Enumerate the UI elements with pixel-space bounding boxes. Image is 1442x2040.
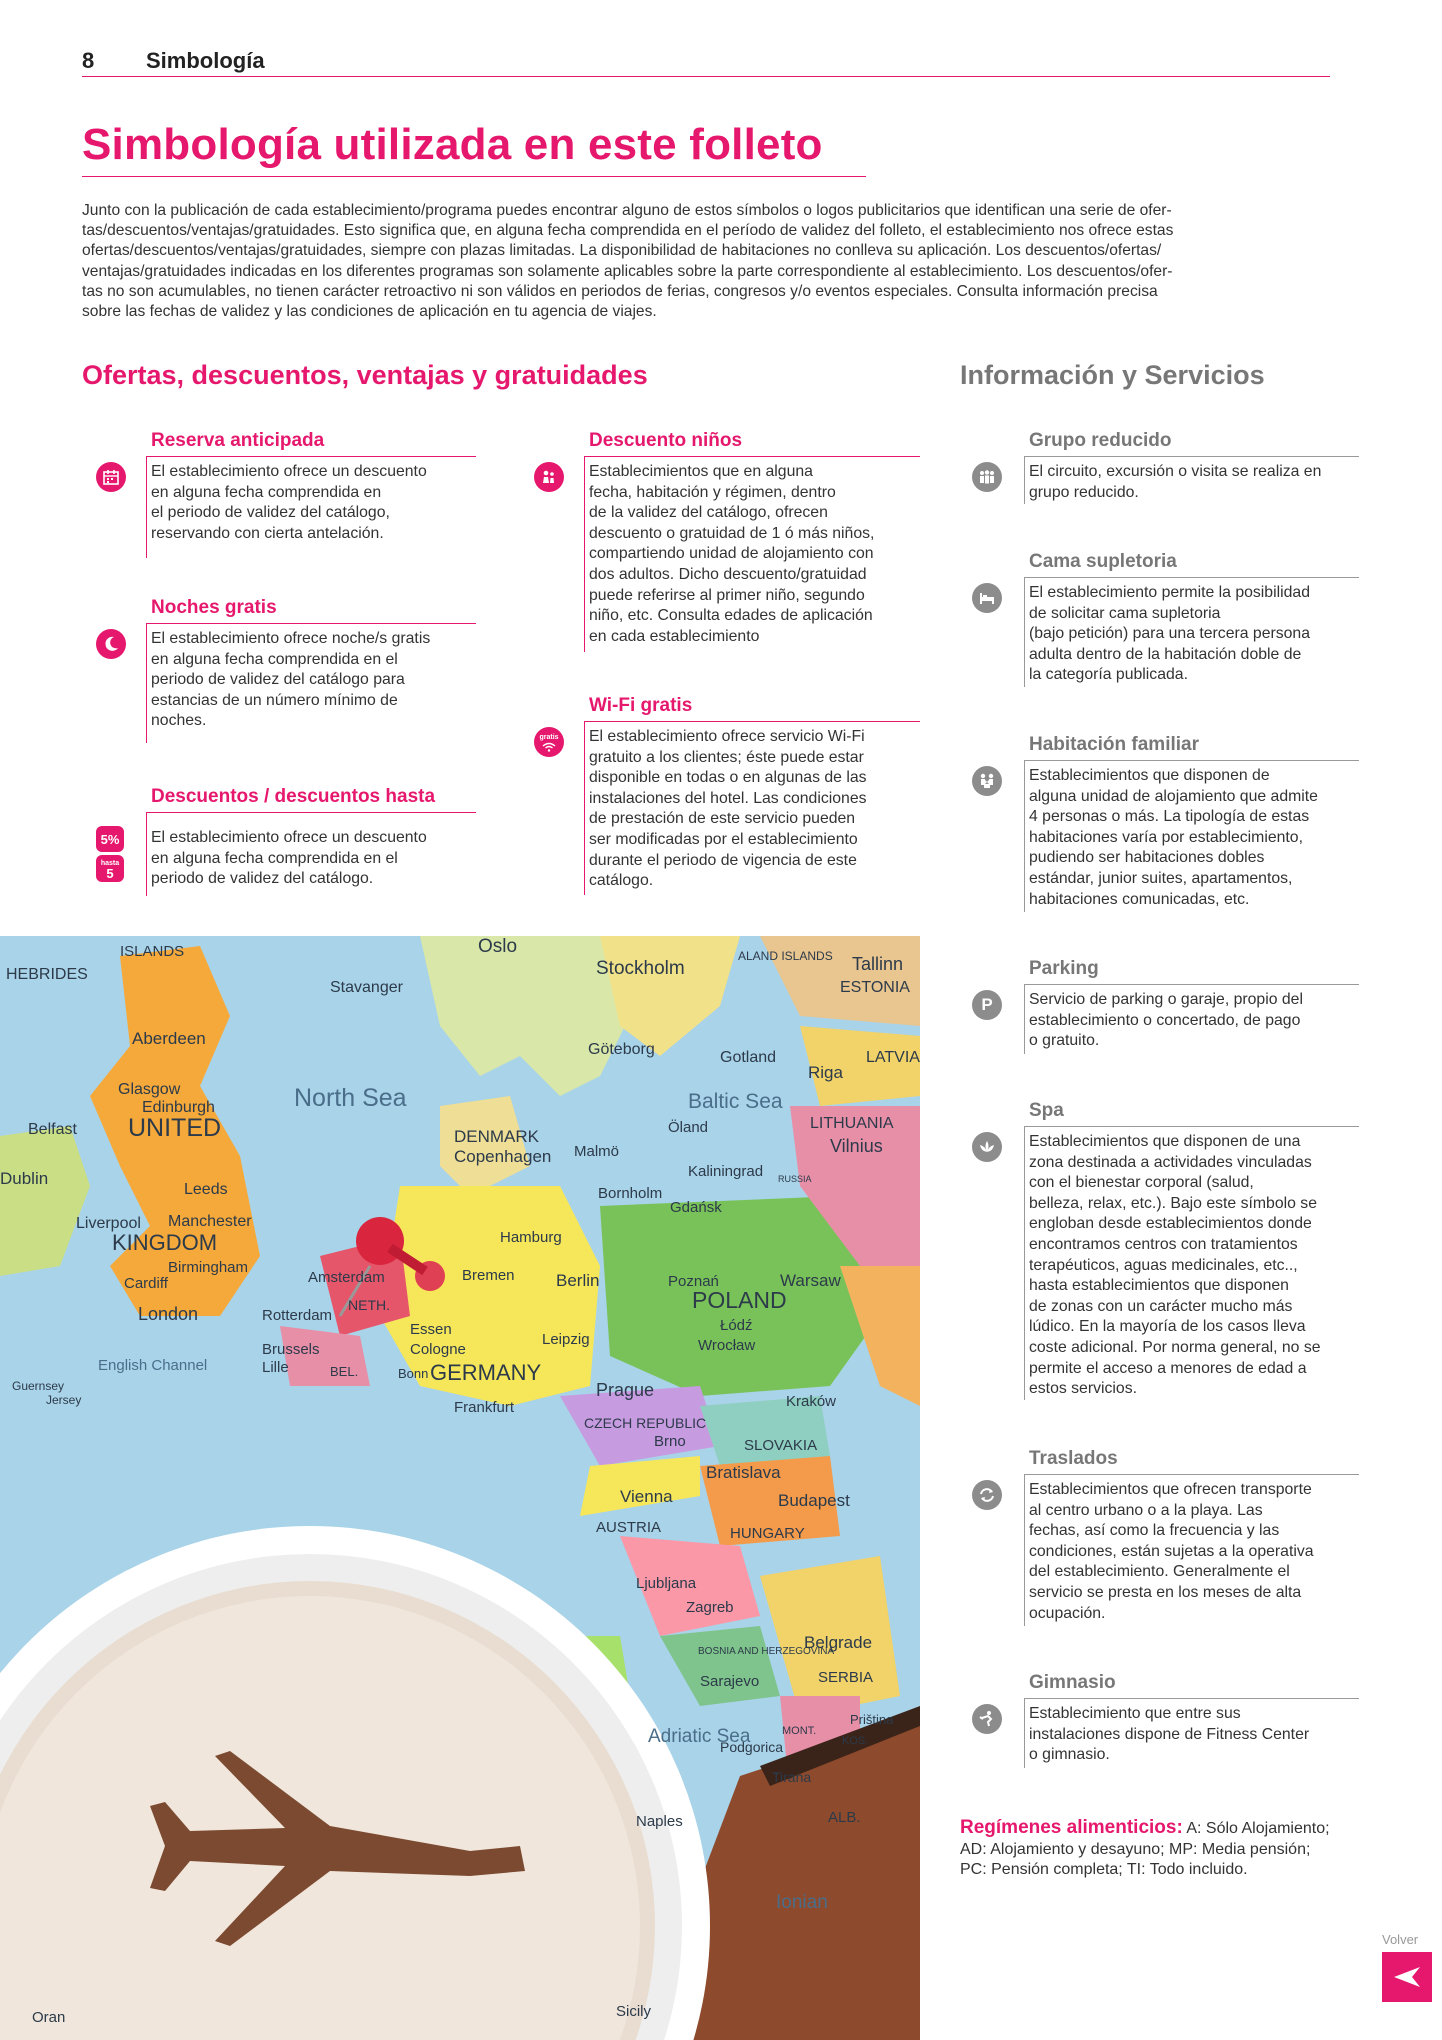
map-label: Brussels [262, 1341, 320, 1358]
arrow-left-icon [1392, 1965, 1422, 1989]
desc-line: El establecimiento ofrece noche/s gratis [151, 630, 431, 647]
service-bar [1024, 456, 1025, 504]
map-label: Bremen [462, 1267, 515, 1284]
desc-line: disponible en todas o en algunas de las [589, 769, 867, 787]
moon-icon [96, 629, 126, 659]
desc-line: de solicitar cama supletoria [1029, 604, 1221, 622]
intro-line: tas/descuentos/ventajas/gratuidades. Esto significa que, en alguna fecha comprendida en el período de validez del folleto, el establecimiento nos ofrece estas [82, 222, 1174, 240]
service-title: Spa [1029, 1100, 1064, 1121]
map-label: Oran [32, 2009, 66, 2026]
volver-label: Volver [1382, 1932, 1419, 1947]
transfer-icon [972, 1480, 1002, 1510]
map-label: Łódź [720, 1317, 753, 1334]
map-label: Budapest [778, 1491, 850, 1510]
regimen-line [960, 1818, 1360, 1840]
map-label: Ionian [776, 1892, 828, 1913]
offer-title: Descuentos / descuentos hasta [151, 786, 436, 807]
service-description [1029, 462, 1369, 503]
map-label: Ljubljana [636, 1575, 697, 1592]
intro-line: ofertas/descuentos/ventajas/gratuidades, siempre con plazas limitadas. La disponibilidad de habitaciones no conlleva su aplicación. Los descuentos/ofertas/ [82, 242, 1162, 260]
map-label: Naples [636, 1813, 683, 1830]
map-label: Glasgow [118, 1081, 181, 1098]
map-label: Podgorica [720, 1739, 784, 1755]
desc-line: Establecimientos que disponen de [1029, 767, 1270, 784]
map-label: KINGDOM [112, 1230, 218, 1255]
map-label: Prague [596, 1380, 655, 1400]
service-bar [1024, 984, 1025, 1054]
map-label: UNITED [128, 1114, 222, 1142]
map-label: BEL. [330, 1364, 359, 1379]
desc-line: fecha, habitación y régimen, dentro [589, 483, 836, 501]
info-section-title: Información y Servicios [960, 360, 1265, 390]
offer-title: Noches gratis [151, 597, 277, 618]
offer-divider [146, 812, 476, 813]
offer-description [151, 629, 481, 732]
lotus-icon [972, 1132, 1002, 1162]
desc-line: en cada establecimiento [589, 627, 760, 645]
map-label: Stockholm [596, 958, 685, 979]
discount-hasta-label: hasta [100, 859, 120, 867]
header-section-title: Simbología [146, 48, 265, 73]
service-divider [1024, 760, 1359, 761]
desc-line: con el bienestar corporal (salud, [1029, 1174, 1254, 1192]
offer-reserva-anticipada [96, 430, 486, 560]
map-label: Manchester [168, 1213, 252, 1230]
desc-line: dos adultos. Dicho descuento/gratuidad [589, 565, 867, 583]
desc-line: condiciones, están sujetas a la operativa [1029, 1542, 1314, 1560]
desc-line: Establecimientos que en alguna [589, 463, 813, 480]
desc-line: o gratuito. [1029, 1032, 1100, 1050]
desc-line: Establecimientos que disponen de una [1029, 1133, 1301, 1150]
offer-title: Descuento niños [589, 430, 743, 451]
service-spa [972, 1100, 1362, 1400]
map-label: English Channel [98, 1357, 208, 1374]
desc-line: hasta establecimientos que disponen [1029, 1277, 1289, 1295]
map-label: ESTONIA [840, 979, 910, 996]
page-number: 8 [82, 48, 95, 73]
intro-line: ventajas/gratuidades indicadas en los diferentes programas son solamente aplicables sobre la parte correspondiente al establecimiento. Los descuentos/ofer- [82, 262, 1173, 280]
desc-line: Establecimientos que ofrecen transporte [1029, 1481, 1312, 1498]
intro-line: Junto con la publicación de cada establecimiento/programa puedes encontrar alguno de estos símbolos o logos publicitarios que identifican una serie de ofer- [82, 202, 1172, 219]
service-bar [1024, 1126, 1025, 1400]
service-title: Gimnasio [1029, 1672, 1116, 1693]
desc-line: de zonas con un carácter mucho más [1029, 1297, 1293, 1315]
offers-section-title: Ofertas, descuentos, ventajas y gratuidades [82, 360, 648, 390]
desc-line: noches. [151, 712, 207, 730]
map-label: Stavanger [330, 979, 403, 996]
map-label: SLOVAKIA [744, 1437, 818, 1454]
desc-line: catálogo. [589, 872, 654, 890]
map-label: Liverpool [76, 1215, 141, 1232]
map-label: LATVIA [866, 1049, 920, 1066]
map-label: BOSNIA AND HERZEGOVINA [698, 1646, 835, 1657]
regimen-note [960, 1818, 1360, 1881]
service-description [1029, 1704, 1369, 1766]
offer-descuento-ninos [534, 430, 924, 660]
desc-line: ser modificadas por el establecimiento [589, 830, 858, 848]
desc-line: Establecimiento que entre sus [1029, 1705, 1241, 1722]
desc-line: servicio se presta en los meses de alta [1029, 1583, 1302, 1601]
desc-line: instalaciones dispone de Fitness Center [1029, 1725, 1310, 1743]
map-label: Birmingham [168, 1259, 249, 1276]
percent-discount-icon [96, 826, 126, 882]
map-label: Copenhagen [454, 1147, 552, 1166]
desc-line: puede referirse al primer niño, segundo [589, 586, 865, 604]
map-label: GERMANY [430, 1360, 542, 1385]
offer-description [589, 462, 925, 647]
offer-title: Reserva anticipada [151, 430, 325, 451]
desc-line: terapéuticos, aguas medicinales, etc.., [1029, 1256, 1298, 1274]
desc-line: El establecimiento ofrece un descuento [151, 463, 427, 480]
service-divider [1024, 577, 1359, 578]
offer-description [589, 727, 925, 892]
map-label: POLAND [692, 1287, 787, 1313]
intro-line: tas no son acumulables, no tienen carácter retroactivo ni son válidos en periodos de ferias, congresos y/o eventos especiales. Consulta información precisa [82, 282, 1158, 300]
desc-line: estancias de un número mínimo de [151, 691, 398, 709]
header-divider [82, 76, 1330, 77]
service-grupo-reducido [972, 430, 1362, 510]
regimen-label: Regímenes alimenticios: [960, 1817, 1183, 1838]
map-label: Adriatic Sea [648, 1726, 751, 1747]
back-button[interactable] [1382, 1952, 1432, 2002]
map-label: Vienna [620, 1487, 673, 1506]
map-coffee-photo [0, 936, 920, 2040]
discount-value: 5 [106, 865, 114, 881]
desc-line: de la validez del catálogo, ofrecen [589, 504, 828, 522]
desc-line: fechas, así como la frecuencia y las [1029, 1522, 1280, 1540]
wifi-gratis-label: gratis [539, 733, 559, 741]
offer-description [151, 828, 481, 890]
service-title: Traslados [1029, 1448, 1118, 1469]
parking-letter: P [981, 995, 993, 1014]
title-divider [82, 176, 866, 177]
service-divider [1024, 456, 1359, 457]
bed-icon [972, 583, 1002, 613]
service-bar [1024, 1698, 1025, 1768]
desc-line: instalaciones del hotel. Las condiciones [589, 789, 867, 807]
offer-divider [146, 456, 476, 457]
desc-line: coste adicional. Por norma general, no se [1029, 1338, 1321, 1356]
map-label: Tirana [772, 1769, 812, 1785]
desc-line: 4 personas o más. La tipología de estas [1029, 808, 1310, 826]
offer-bar [584, 456, 585, 652]
family-icon [972, 766, 1002, 796]
map-label: NETH. [348, 1297, 390, 1313]
map-label: RUSSIA [778, 1174, 812, 1184]
offer-description [151, 462, 481, 544]
service-title: Cama supletoria [1029, 551, 1177, 572]
service-divider [1024, 984, 1359, 985]
map-label: CZECH REPUBLIC [584, 1415, 707, 1431]
offer-bar [584, 721, 585, 895]
map-label: Leipzig [542, 1331, 590, 1348]
map-label: AUSTRIA [596, 1519, 662, 1536]
intro-line: sobre las fechas de validez y las condiciones de aplicación en tu agencia de viajes. [82, 303, 657, 321]
desc-line: del establecimiento. Generalmente el [1029, 1563, 1290, 1581]
map-label: Dublin [0, 1169, 49, 1188]
desc-line: en alguna fecha comprendida en [151, 483, 382, 501]
map-label: Berlin [556, 1271, 600, 1290]
map-label: ALAND ISLANDS [738, 949, 833, 963]
service-cama-supletoria [972, 551, 1362, 691]
map-label: Amsterdam [308, 1269, 385, 1286]
desc-line: establecimiento o concertado, de pago [1029, 1011, 1301, 1029]
desc-line: El circuito, excursión o visita se realiza en [1029, 463, 1322, 480]
map-label: North Sea [294, 1084, 407, 1112]
map-label: Belgrade [804, 1633, 873, 1652]
map-illustration [0, 936, 920, 2040]
desc-line: estándar, junior suites, apartamentos, [1029, 869, 1293, 887]
map-label: Riga [808, 1063, 843, 1082]
desc-line: El establecimiento ofrece servicio Wi-Fi [589, 728, 865, 745]
regimen-text: A: Sólo Alojamiento; [1186, 1820, 1330, 1837]
map-label: Brno [654, 1433, 686, 1450]
regimen-line: PC: Pensión completa; TI: Todo incluido. [960, 1861, 1248, 1878]
desc-line: durante el periodo de vigencia de este [589, 851, 857, 869]
child-icon [534, 462, 564, 492]
service-title: Parking [1029, 958, 1099, 979]
map-label: DENMARK [454, 1127, 540, 1146]
map-label: MONT. [782, 1725, 817, 1737]
desc-line: compartiendo unidad de alojamiento con [589, 545, 874, 563]
desc-line: en alguna fecha comprendida en el [151, 650, 398, 668]
desc-line: lúdico. En la mayoría de los casos lleva [1029, 1318, 1306, 1336]
map-label: Bonn [398, 1366, 429, 1381]
discount-badge: 5 % [96, 826, 124, 852]
map-label: Wrocław [698, 1337, 756, 1354]
service-title: Habitación familiar [1029, 734, 1199, 755]
desc-line: encontramos centros con tratamientos [1029, 1235, 1298, 1253]
desc-line: periodo de validez del catálogo. [151, 870, 374, 888]
discount-value: 5 [100, 831, 108, 847]
map-label: Oslo [478, 936, 518, 957]
service-description [1029, 1480, 1369, 1624]
map-label: Vilnius [830, 1136, 883, 1156]
offer-noches-gratis [96, 597, 486, 747]
map-label: Kraków [786, 1393, 837, 1410]
map-label: Bornholm [598, 1185, 663, 1202]
map-label: Malmö [574, 1143, 620, 1160]
service-description [1029, 583, 1369, 686]
map-label: Kaliningrad [688, 1163, 764, 1180]
service-bar [1024, 577, 1025, 687]
map-label: Sicily [616, 2003, 652, 2020]
desc-line: alguna unidad de alojamiento que admite [1029, 787, 1318, 805]
service-traslados [972, 1448, 1362, 1628]
map-label: Warsaw [780, 1271, 841, 1290]
desc-line: adulta dentro de la habitación doble de [1029, 645, 1302, 663]
map-label: Göteborg [588, 1041, 655, 1058]
desc-line: habitaciones varía por establecimiento, [1029, 828, 1303, 846]
map-label: Essen [410, 1321, 452, 1338]
map-label: SERBIA [818, 1669, 874, 1686]
map-label: Sarajevo [700, 1673, 760, 1690]
service-description [1029, 1132, 1369, 1400]
desc-line: de prestación de este servicio pueden [589, 810, 856, 828]
map-label: London [138, 1304, 199, 1324]
desc-line: reservando con cierta antelación. [151, 524, 384, 542]
map-label: Edinburgh [142, 1099, 215, 1116]
desc-line: El establecimiento ofrece un descuento [151, 829, 427, 846]
page-title: Simbología utilizada en este folleto [82, 120, 823, 169]
service-habitacion-familiar [972, 734, 1362, 914]
map-label: HEBRIDES [6, 966, 88, 983]
discount-hasta-badge [96, 855, 124, 882]
map-label: Aberdeen [132, 1029, 206, 1048]
map-label: LITHUANIA [810, 1115, 894, 1132]
map-label: HUNGARY [730, 1525, 805, 1542]
service-gimnasio [972, 1672, 1362, 1772]
map-label: Belfast [28, 1121, 77, 1138]
map-label: Leeds [184, 1181, 228, 1198]
map-label: Gotland [720, 1049, 777, 1066]
desc-line: estos servicios. [1029, 1380, 1137, 1398]
offer-bar [146, 812, 147, 896]
calendar-icon [96, 462, 126, 492]
map-label: Öland [668, 1119, 709, 1136]
offer-wifi-gratis [534, 695, 924, 895]
desc-line: niño, etc. Consulta edades de aplicación [589, 607, 873, 625]
desc-line: al centro urbano o a la playa. Las [1029, 1501, 1263, 1519]
desc-line: grupo reducido. [1029, 483, 1139, 501]
map-label: Baltic Sea [688, 1090, 783, 1113]
gym-icon [972, 1704, 1002, 1734]
group-icon [972, 462, 1002, 492]
desc-line: habitaciones comunicadas, etc. [1029, 890, 1250, 908]
map-label: Guernsey [12, 1379, 65, 1393]
service-parking [972, 958, 1362, 1058]
offer-descuentos [96, 786, 486, 896]
map-label: ISLANDS [120, 943, 185, 960]
desc-line: o gimnasio. [1029, 1746, 1110, 1764]
desc-line: engloban desde establecimientos donde [1029, 1215, 1312, 1233]
map-label: Gdańsk [670, 1199, 722, 1216]
offer-divider [584, 456, 920, 457]
offer-divider [146, 623, 476, 624]
desc-line: belleza, relax, etc.). Bajo este símbolo se [1029, 1194, 1317, 1212]
map-label: Lille [262, 1359, 289, 1376]
service-divider [1024, 1474, 1359, 1475]
regimen-line: AD: Alojamiento y desayuno; MP: Media pensión; [960, 1840, 1311, 1858]
desc-line: descuento o gratuidad de 1 ó más niños, [589, 524, 875, 542]
desc-line: en alguna fecha comprendida en el [151, 849, 398, 867]
map-label: Jersey [46, 1393, 82, 1407]
intro-paragraph [82, 201, 1330, 322]
desc-line: (bajo petición) para una tercera persona [1029, 625, 1311, 643]
service-divider [1024, 1126, 1359, 1127]
offer-bar [146, 456, 147, 558]
parking-icon [972, 990, 1002, 1020]
map-label: Cardiff [124, 1275, 168, 1292]
service-title: Grupo reducido [1029, 430, 1172, 451]
service-bar [1024, 760, 1025, 912]
desc-line: periodo de validez del catálogo para [151, 671, 405, 689]
service-description [1029, 990, 1369, 1052]
offer-bar [146, 623, 147, 743]
service-bar [1024, 1474, 1025, 1626]
desc-line: gratuito a los clientes; éste puede estar [589, 748, 864, 766]
desc-line: ocupación. [1029, 1604, 1106, 1622]
map-label: Hamburg [500, 1229, 562, 1246]
map-label: ALB. [828, 1809, 861, 1826]
map-label: Tallinn [852, 954, 904, 974]
offer-title: Wi-Fi gratis [589, 695, 693, 716]
desc-line: el periodo de validez del catálogo, [151, 504, 390, 522]
desc-line: Servicio de parking o garaje, propio del [1029, 991, 1303, 1008]
map-label: Bratislava [706, 1463, 781, 1482]
service-divider [1024, 1698, 1359, 1699]
map-label: Priština [850, 1712, 894, 1727]
service-description [1029, 766, 1369, 910]
desc-line: permite el acceso a menores de edad a [1029, 1359, 1307, 1377]
offer-divider [584, 721, 920, 722]
desc-line: El establecimiento permite la posibilidad [1029, 584, 1310, 601]
desc-line: zona destinada a actividades vinculadas [1029, 1153, 1312, 1171]
wifi-icon [534, 727, 564, 757]
map-label: Frankfurt [454, 1399, 515, 1416]
desc-line: pudiendo ser habitaciones dobles [1029, 849, 1265, 867]
map-label: KOS. [842, 1735, 869, 1747]
map-label: Zagreb [686, 1599, 734, 1616]
desc-line: la categoría publicada. [1029, 666, 1188, 684]
map-label: Poznań [668, 1273, 719, 1290]
map-label: Cologne [410, 1341, 466, 1358]
map-label: Rotterdam [262, 1307, 333, 1324]
